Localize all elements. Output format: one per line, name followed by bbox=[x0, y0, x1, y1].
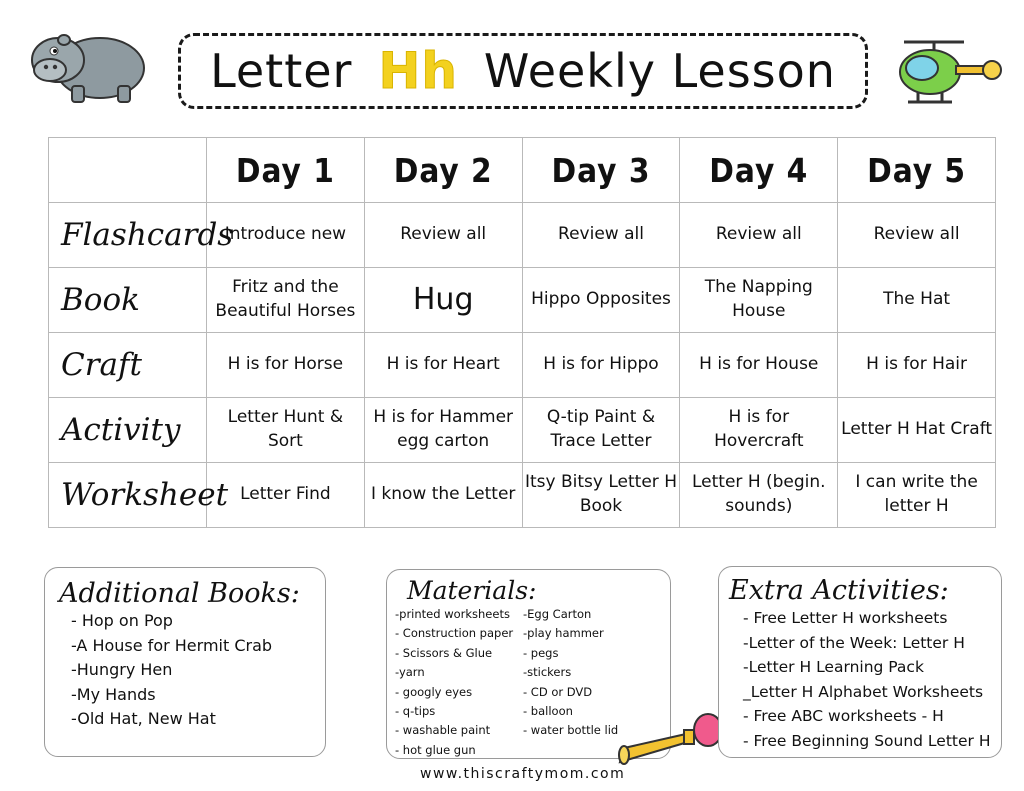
materials-heading: Materials: bbox=[407, 576, 537, 605]
day-header: Day 4 bbox=[680, 138, 838, 203]
list-item: - Free Letter H worksheets bbox=[743, 609, 948, 627]
weekly-plan-table bbox=[48, 137, 996, 528]
row-label: Craft bbox=[49, 333, 207, 398]
page-title bbox=[178, 33, 868, 109]
row-label: Worksheet bbox=[49, 463, 207, 528]
list-item: -A House for Hermit Crab bbox=[71, 635, 273, 655]
table-cell: H is for Hippo bbox=[522, 333, 680, 398]
title-prefix: Letter bbox=[210, 44, 353, 98]
extra-activities-list bbox=[729, 606, 991, 753]
table-cell: Introduce new bbox=[207, 203, 365, 268]
extra-activities-heading: Extra Activities: bbox=[729, 575, 949, 606]
helicopter-clipart-icon bbox=[890, 34, 1006, 118]
list-item: -yarn bbox=[395, 665, 425, 680]
table-cell: Letter H Hat Craft bbox=[838, 398, 996, 463]
table-row bbox=[49, 333, 996, 398]
website-footer: www.thiscraftymom.com bbox=[420, 766, 626, 782]
materials-list-right bbox=[523, 605, 618, 760]
list-item: - Hop on Pop bbox=[71, 611, 173, 630]
list-item: - Scissors & Glue bbox=[395, 645, 493, 660]
list-item: -Old Hat, New Hat bbox=[71, 709, 216, 728]
additional-books-list bbox=[59, 609, 311, 732]
row-label: Flashcards bbox=[49, 203, 207, 268]
additional-books-panel bbox=[44, 567, 326, 757]
table-cell: Fritz and the Beautiful Horses bbox=[207, 268, 365, 333]
list-item: - balloon bbox=[523, 704, 573, 719]
table-cell: Letter Hunt & Sort bbox=[207, 398, 365, 463]
list-item: - q-tips bbox=[395, 704, 436, 719]
list-item: - CD or DVD bbox=[523, 684, 593, 699]
title-letter: Hh bbox=[378, 42, 458, 100]
list-item: -play hammer bbox=[523, 626, 604, 641]
list-item: -Letter of the Week: Letter H bbox=[743, 633, 965, 652]
list-item: - Free ABC worksheets - H bbox=[743, 707, 944, 725]
table-cell: Q-tip Paint & Trace Letter bbox=[522, 398, 680, 463]
table-cell: H is for Horse bbox=[207, 333, 365, 398]
row-label: Activity bbox=[49, 398, 207, 463]
day-header: Day 2 bbox=[364, 138, 522, 203]
table-cell: Review all bbox=[364, 203, 522, 268]
day-header: Day 1 bbox=[207, 138, 365, 203]
table-row bbox=[49, 268, 996, 333]
list-item: -Letter H Learning Pack bbox=[743, 658, 924, 676]
table-cell: Review all bbox=[522, 203, 680, 268]
table-cell: Letter H (begin. sounds) bbox=[680, 463, 838, 528]
table-cell: The Napping House bbox=[680, 268, 838, 333]
list-item: - water bottle lid bbox=[523, 723, 619, 738]
table-row bbox=[49, 203, 996, 268]
list-item: _Letter H Alphabet Worksheets bbox=[743, 682, 984, 701]
list-item: - hot glue gun bbox=[395, 742, 476, 757]
table-cell: I can write the letter H bbox=[838, 463, 996, 528]
table-header-row bbox=[49, 138, 996, 203]
table-cell: H is for Hammer egg carton bbox=[364, 398, 522, 463]
table-cell: H is for Heart bbox=[364, 333, 522, 398]
party-horn-clipart-icon bbox=[616, 708, 726, 776]
list-item: -Egg Carton bbox=[523, 607, 592, 621]
list-item: - Construction paper bbox=[395, 626, 514, 641]
table-cell: Itsy Bitsy Letter H Book bbox=[522, 463, 680, 528]
row-label: Book bbox=[49, 268, 207, 333]
day-header: Day 3 bbox=[522, 138, 680, 203]
table-row bbox=[49, 463, 996, 528]
list-item: - washable paint bbox=[395, 723, 491, 738]
list-item: - googly eyes bbox=[395, 684, 473, 699]
list-item: -stickers bbox=[523, 665, 572, 680]
day-header: Day 5 bbox=[838, 138, 996, 203]
table-cell: Review all bbox=[838, 203, 996, 268]
table-cell: H is for House bbox=[680, 333, 838, 398]
title-suffix: Weekly Lesson bbox=[483, 44, 836, 98]
table-cell: Review all bbox=[680, 203, 838, 268]
materials-list-left bbox=[395, 605, 523, 760]
table-cell: Hippo Opposites bbox=[522, 268, 680, 333]
list-item: - pegs bbox=[523, 645, 559, 660]
table-cell: H is for Hair bbox=[838, 333, 996, 398]
table-cell: H is for Hovercraft bbox=[680, 398, 838, 463]
table-row bbox=[49, 398, 996, 463]
table-cell: Letter Find bbox=[207, 463, 365, 528]
additional-books-heading: Additional Books: bbox=[59, 578, 300, 609]
extra-activities-panel bbox=[718, 566, 1002, 758]
list-item: -My Hands bbox=[71, 684, 156, 704]
table-cell: I know the Letter bbox=[364, 463, 522, 528]
list-item: -Hungry Hen bbox=[71, 660, 173, 679]
table-cell: Hug bbox=[364, 268, 522, 333]
table-cell: The Hat bbox=[838, 268, 996, 333]
corner-cell bbox=[49, 138, 207, 203]
list-item: -printed worksheets bbox=[395, 607, 510, 621]
hippo-clipart-icon bbox=[28, 18, 148, 110]
list-item: - Free Beginning Sound Letter H bbox=[743, 731, 991, 750]
